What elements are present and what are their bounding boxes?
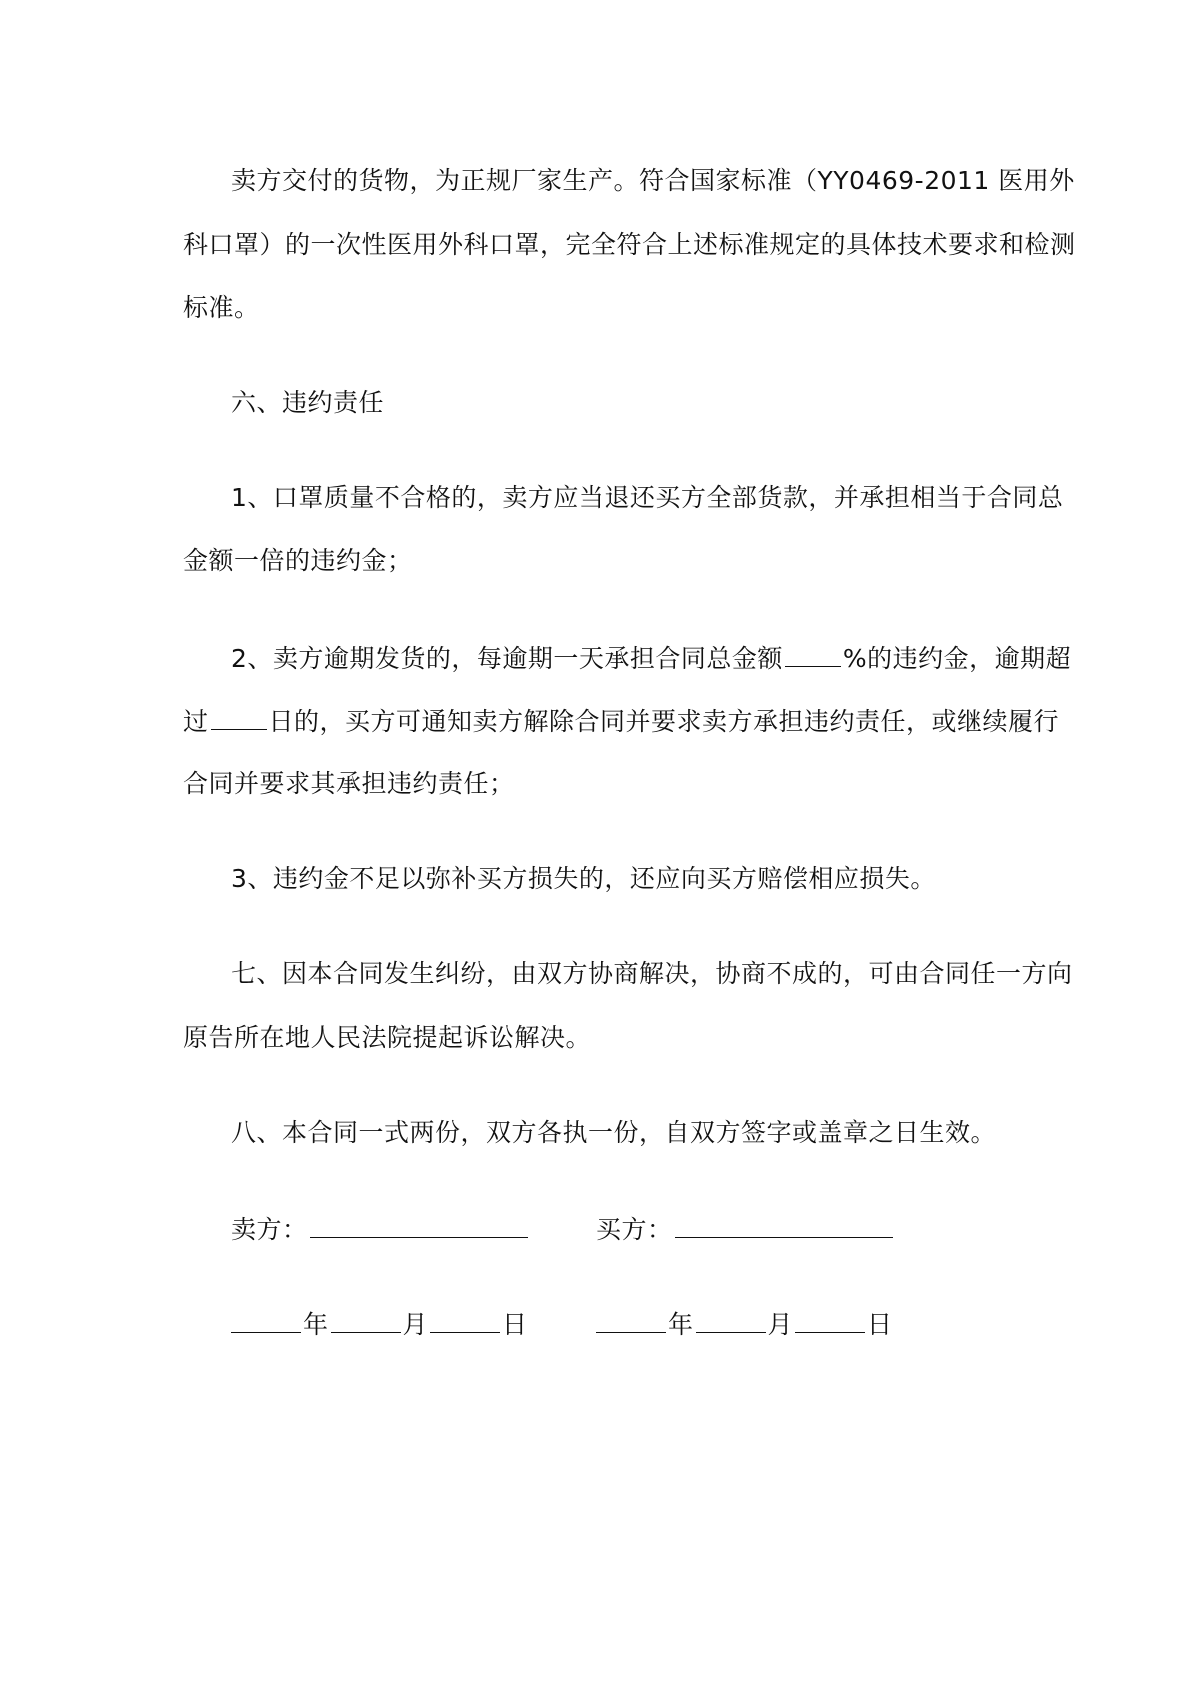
buyer-month-label: 月 xyxy=(767,1310,794,1339)
seller-date xyxy=(231,1310,528,1337)
buyer-day-label: 日 xyxy=(867,1310,893,1339)
overdue-days-blank[interactable] xyxy=(211,707,267,730)
seller-day-blank[interactable] xyxy=(430,1310,500,1333)
seller-signature-blank[interactable] xyxy=(310,1215,528,1238)
buyer-signature-blank[interactable] xyxy=(675,1215,893,1238)
item-2-line-1 xyxy=(231,644,1071,671)
item-2-text-d: 日的，买方可通知卖方解除合同并要求卖方承担违约责任，或继续履行 xyxy=(268,707,1060,736)
seller-month-blank[interactable] xyxy=(331,1310,401,1333)
seller-year-label: 年 xyxy=(303,1310,329,1339)
penalty-percent-blank[interactable] xyxy=(785,644,841,667)
seller-month-label: 月 xyxy=(402,1310,429,1339)
buyer-signature xyxy=(596,1215,895,1242)
item-2-text-c: 过 xyxy=(183,707,209,736)
buyer-day-blank[interactable] xyxy=(795,1310,865,1333)
item-1-line-2: 金额一倍的违约金； xyxy=(183,546,413,575)
item-2-line-3: 合同并要求其承担违约责任； xyxy=(183,769,515,798)
quality-paragraph-line-1: 卖方交付的货物，为正规厂家生产。符合国家标准（YY0469-2011 医用外 xyxy=(231,166,1075,195)
seller-signature xyxy=(231,1215,530,1242)
item-2-text-a: 2、卖方逾期发货的，每逾期一天承担合同总金额 xyxy=(231,644,783,673)
buyer-label: 买方： xyxy=(596,1215,673,1244)
section-7-line-2: 原告所在地人民法院提起诉讼解决。 xyxy=(183,1023,592,1052)
item-1-line-1: 1、口罩质量不合格的，卖方应当退还买方全部货款，并承担相当于合同总 xyxy=(231,483,1064,512)
item-2-text-b: %的违约金，逾期超 xyxy=(842,644,1072,673)
buyer-month-blank[interactable] xyxy=(696,1310,766,1333)
seller-year-blank[interactable] xyxy=(231,1310,301,1333)
item-2-line-2 xyxy=(183,707,1059,734)
item-3-line-1: 3、违约金不足以弥补买方损失的，还应向买方赔偿相应损失。 xyxy=(231,864,936,893)
seller-label: 卖方： xyxy=(231,1215,308,1244)
section-8-line-1: 八、本合同一式两份，双方各执一份，自双方签字或盖章之日生效。 xyxy=(231,1118,997,1147)
section-6-heading: 六、违约责任 xyxy=(231,388,385,417)
buyer-date xyxy=(596,1310,893,1337)
section-7-line-1: 七、因本合同发生纠纷，由双方协商解决，协商不成的，可由合同任一方向 xyxy=(231,959,1073,988)
buyer-year-label: 年 xyxy=(668,1310,694,1339)
seller-day-label: 日 xyxy=(502,1310,528,1339)
quality-paragraph-line-2: 科口罩）的一次性医用外科口罩，完全符合上述标准规定的具体技术要求和检测 xyxy=(183,230,1076,259)
quality-paragraph-line-3: 标准。 xyxy=(183,293,260,322)
buyer-year-blank[interactable] xyxy=(596,1310,666,1333)
